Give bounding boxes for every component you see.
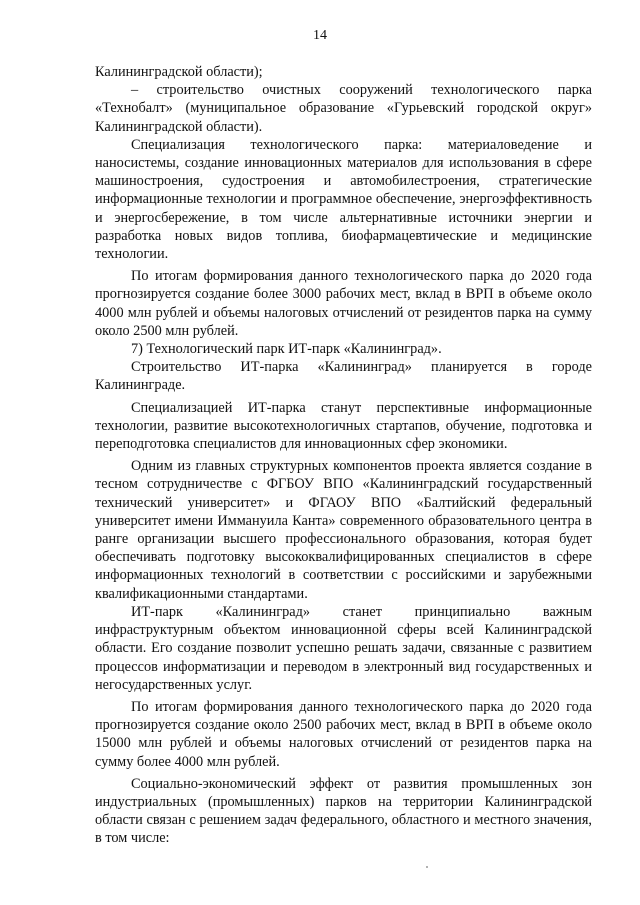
paragraph-it-park-heading: 7) Технологический парк ИТ-парк «Калининград».	[131, 341, 442, 358]
paragraph-it-park-components: Одним из главных структурных компонентов проекта является создание в тесном сотрудничестве с ФГБОУ ВПО «Калининградский государственный технический университет» и ФГАОУ ВПО «Балтийский федеральный университет имени Иммануила Канта» современного образовательного центра в ранге организации высшего профессионального образования, которая будет обеспечивать подготовку высококвалифицированных специалистов в сфере информационных технологий в соответствии с российскими и зарубежными квалификационными стандартами.	[95, 458, 592, 602]
paragraph-it-park-specialization: Специализацией ИТ-парка станут перспективные информационные технологии, развитие высокотехнологичных стартапов, обучение, подготовка и переподготовка специалистов для инновационных сфер экономики.	[95, 399, 592, 453]
paragraph-socio-economic-effect: Социально-экономический эффект от развития промышленных зон индустриальных (промышленных) парков на территории Калининградской области связан с решением задач федерального, областного и местного значения, в том числе:	[95, 775, 592, 847]
paragraph-technobalt-item: – строительство очистных сооружений технологического парка «Технобалт» (муниципальное образование «Гурьевский городской округ» Калининградской области).	[95, 82, 592, 135]
page-number: 14	[313, 28, 327, 43]
paragraph-technopark-specialization: Специализация технологического парка: материаловедение и наносистемы, создание инновационных материалов для использования в сфере машиностроения, судостроения и автомобилестроения, стратегические информационные технологии и программное обеспечение, энергоэффективность и энергосбережение, в том числе альтернативные источники энергии и разработка новых видов топлива, биофармацевтические и медицинские технологии.	[95, 136, 592, 263]
paragraph-technopark-results: По итогам формирования данного технологического парка до 2020 года прогнозируется создание более 3000 рабочих мест, вклад в ВРП в объеме около 4000 млн рублей и объемы налоговых отчислений от резидентов парка на сумму около 2500 млн рублей.	[95, 268, 592, 339]
paragraph-it-park-importance: ИТ-парк «Калининград» станет принципиально важным инфраструктурным объектом инновационной сферы всей Калининградской области. Его создание позволит успешно решать задачи, связанные с развитием процессов информатизации и переводом в электронный вид государственных и негосударственных услуг.	[95, 603, 592, 693]
document-body	[95, 63, 592, 848]
paragraph-continuation: Калининградской области);	[95, 64, 263, 80]
paragraph-it-park-construction: Строительство ИТ-парка «Калининград» планируется в городе Калининграде.	[95, 359, 592, 394]
paragraph-it-park-results: По итогам формирования данного технологического парка до 2020 года прогнозируется создание около 2500 рабочих мест, вклад в ВРП в объеме около 15000 млн рублей и объемы налоговых отчислений от резидентов парка на сумму более 4000 млн рублей.	[95, 698, 592, 770]
scan-speck	[426, 866, 428, 868]
